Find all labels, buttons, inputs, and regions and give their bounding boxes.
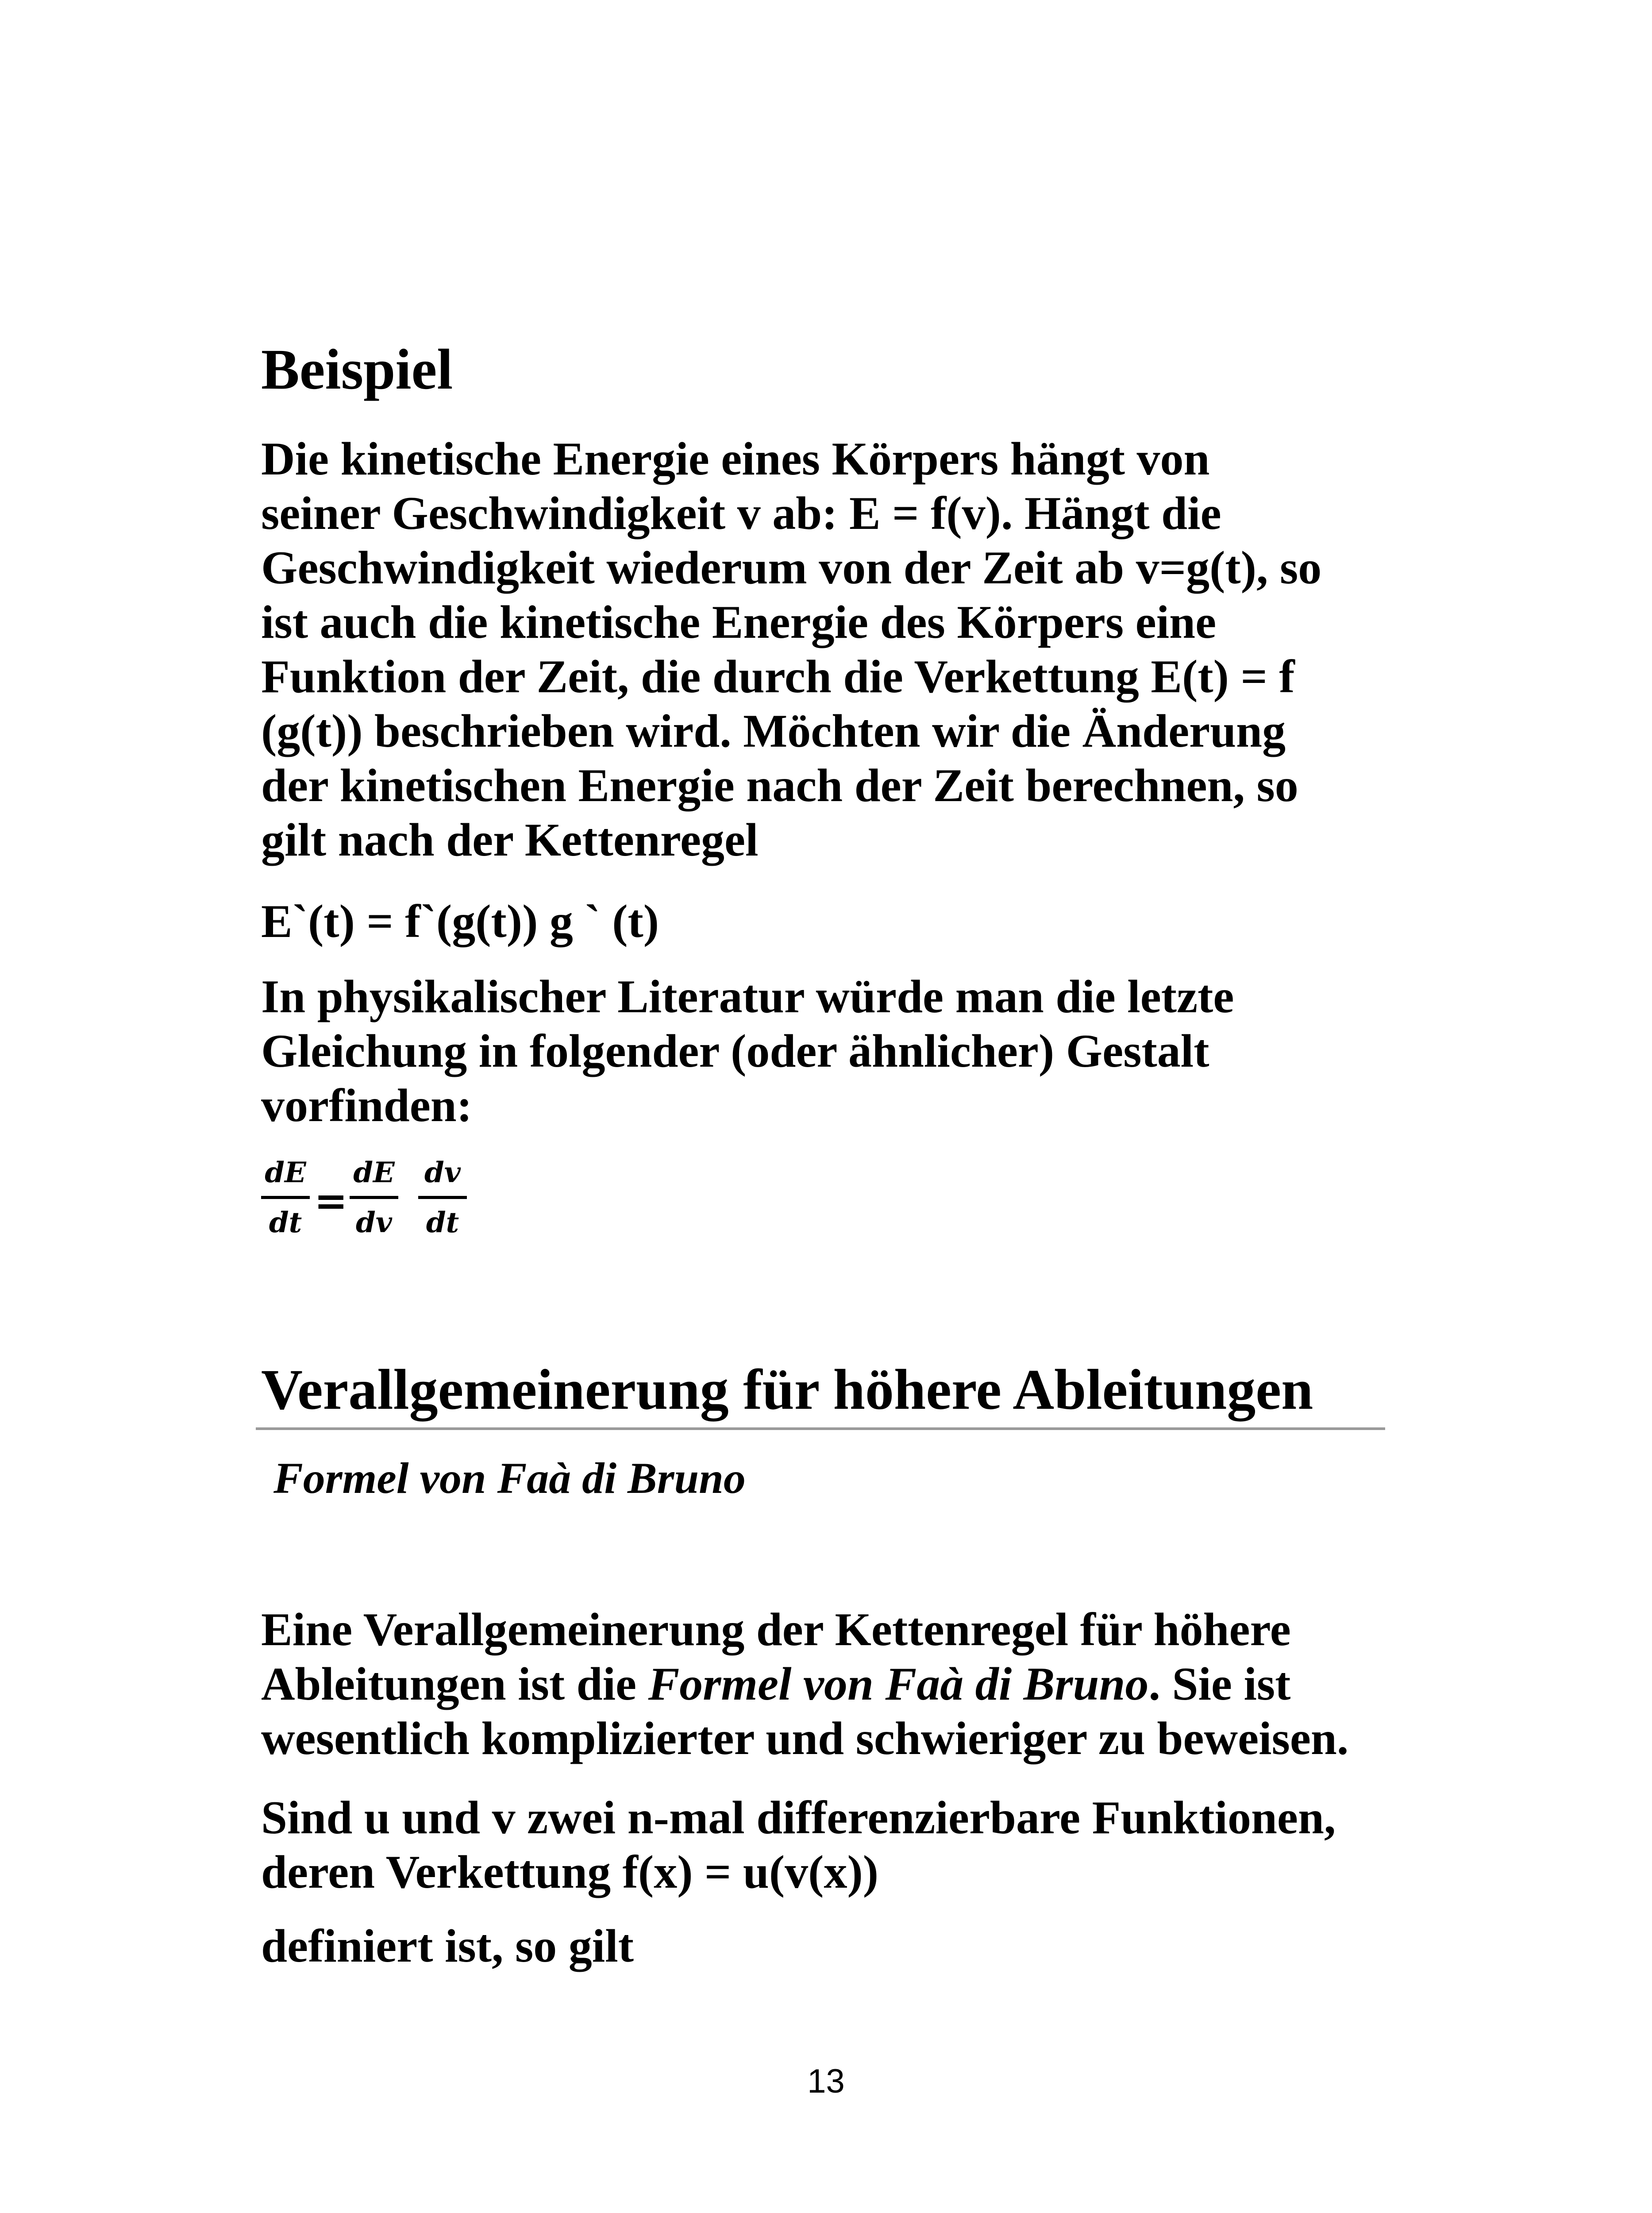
emphasis-formula-name: Formel von Faà di Bruno [648, 1658, 1149, 1710]
intro-line: ist auch die kinetische Energie des Körpers eine [261, 596, 1217, 648]
generalization-line [261, 1657, 1348, 1711]
intro-line: Geschwindigkeit wiederum von der Zeit ab v=g(t), so [261, 542, 1322, 594]
fraction-de-dv [350, 1155, 398, 1241]
fraction-bar [350, 1196, 398, 1199]
fraction-numerator: dE [353, 1156, 395, 1189]
physics-line: Gleichung in folgender (oder ähnlicher) Gestalt [261, 1025, 1209, 1077]
chain-rule-formula: E`(t) = f`(g(t)) g ` (t) [261, 895, 659, 947]
generalization-text: . Sie ist [1148, 1658, 1291, 1710]
intro-line: Die kinetische Energie eines Körpers hängt von [261, 433, 1210, 485]
functions-paragraph [261, 1790, 1336, 1899]
fraction-denominator: dt [269, 1206, 302, 1239]
section-subtitle: Formel von Faà di Bruno [273, 1453, 746, 1503]
physics-line: vorfinden: [261, 1080, 472, 1131]
generalization-paragraph [261, 1602, 1348, 1766]
fraction-dv-dt [418, 1155, 467, 1241]
fraction-de-dt [261, 1155, 310, 1241]
generalization-text: Ableitungen ist die [261, 1658, 648, 1710]
generalization-line: Eine Verallgemeinerung der Kettenregel für höhere [261, 1604, 1291, 1655]
intro-paragraph [261, 432, 1321, 867]
fraction-numerator: dv [424, 1156, 461, 1189]
fraction-bar [418, 1196, 467, 1199]
fraction-denominator: dt [426, 1206, 459, 1239]
fraction-bar [261, 1196, 310, 1199]
intro-line: (g(t)) beschrieben wird. Möchten wir die Änderung [261, 705, 1286, 757]
equals-sign: = [314, 1177, 348, 1224]
physics-paragraph [261, 969, 1234, 1133]
functions-line: deren Verkettung f(x) = u(v(x)) [261, 1846, 879, 1898]
page-number: 13 [807, 2063, 845, 2100]
generalization-line: wesentlich komplizierter und schwieriger zu beweisen. [261, 1712, 1349, 1764]
physics-line: In physikalischer Literatur würde man die letzte [261, 971, 1234, 1022]
heading-beispiel: Beispiel [261, 338, 453, 401]
fraction-denominator: dv [356, 1206, 392, 1239]
closing-line: definiert ist, so gilt [261, 1920, 634, 1972]
intro-line: gilt nach der Kettenregel [261, 814, 759, 866]
leibniz-formula [261, 1155, 527, 1248]
heading-underline [256, 1427, 1385, 1430]
intro-line: seiner Geschwindigkeit v ab: E = f(v). Hängt die [261, 487, 1221, 539]
functions-line: Sind u und v zwei n-mal differenzierbare Funktionen, [261, 1792, 1336, 1843]
intro-line: der kinetischen Energie nach der Zeit berechnen, so [261, 760, 1298, 811]
fraction-numerator: dE [265, 1156, 306, 1189]
section-heading: Verallgemeinerung für höhere Ableitungen [261, 1358, 1313, 1422]
intro-line: Funktion der Zeit, die durch die Verkettung E(t) = f [261, 651, 1295, 702]
